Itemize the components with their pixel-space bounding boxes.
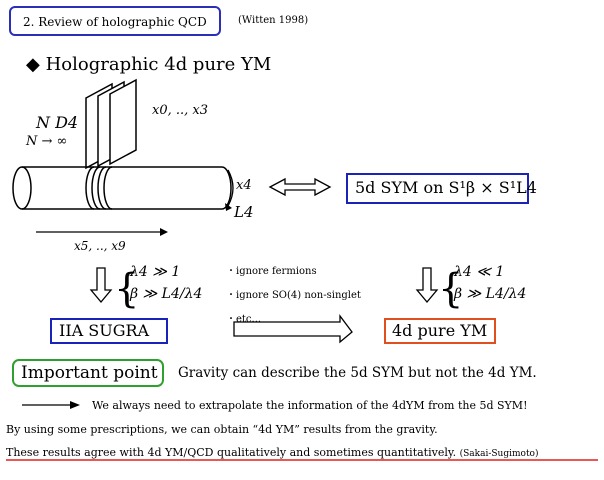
prescription-text: By using some prescriptions, we can obtain “4d YM” results from the gravity. bbox=[6, 423, 438, 436]
ym-box-label: 4d pure YM bbox=[392, 321, 488, 340]
diamond-bullet-icon: ◆ bbox=[26, 54, 40, 75]
important-label: Important point bbox=[21, 363, 158, 383]
equivalence-arrow bbox=[270, 179, 330, 195]
x5-x9-arrowhead bbox=[160, 228, 168, 236]
important-text: Gravity can describe the 5d SYM but not the 4d YM. bbox=[178, 365, 537, 381]
agreement-text bbox=[6, 446, 539, 459]
note-item: ・etc... bbox=[226, 314, 262, 325]
sugra-box-label: IIA SUGRA bbox=[59, 321, 150, 340]
note-item: ・ignore fermions bbox=[226, 266, 317, 277]
limit-label: N → ∞ bbox=[26, 134, 68, 149]
sugra-box bbox=[50, 318, 168, 344]
ym-box bbox=[384, 318, 496, 344]
coord-x4-label: x4 bbox=[236, 178, 252, 193]
important-box bbox=[12, 359, 164, 387]
sym-box-label: 5d SYM on S¹β × S¹L4 bbox=[355, 178, 537, 197]
agreement-text-main: These results agree with 4d YM/QCD qualitatively and sometimes quantitatively. bbox=[6, 446, 457, 459]
citation: (Witten 1998) bbox=[238, 15, 309, 26]
d4-brane-sheets bbox=[86, 80, 136, 168]
note-item: ・ignore SO(4) non-singlet bbox=[226, 290, 361, 301]
left-brace: { bbox=[114, 266, 140, 312]
agreement-citation: (Sakai-Sugimoto) bbox=[459, 449, 539, 459]
coords-bottom-label: x5, .., x9 bbox=[74, 239, 126, 253]
right-condition-1: λ4 ≪ 1 bbox=[454, 264, 505, 280]
right-brace: { bbox=[438, 266, 464, 312]
left-condition-1: λ4 ≫ 1 bbox=[130, 264, 181, 280]
sym-box bbox=[346, 173, 537, 204]
branes-label: N D4 bbox=[36, 113, 79, 132]
left-condition-2: β ≫ L4/λ4 bbox=[130, 286, 203, 302]
coords-top-label: x0, .., x3 bbox=[152, 103, 208, 118]
down-arrow-right bbox=[417, 268, 437, 302]
coord-L4-label: L4 bbox=[234, 203, 254, 221]
cylinder bbox=[13, 167, 231, 209]
conclusion-arrowhead bbox=[70, 401, 80, 409]
section-header-title: 2. Review of holographic QCD bbox=[23, 15, 207, 29]
section-title-text: Holographic 4d pure YM bbox=[45, 54, 272, 75]
brane-sheet-3 bbox=[110, 80, 136, 164]
conclusion-text: We always need to extrapolate the information of the 4dYM from the 5d SYM! bbox=[92, 399, 528, 412]
right-condition-2: β ≫ L4/λ4 bbox=[454, 286, 527, 302]
down-arrow-left bbox=[91, 268, 111, 302]
